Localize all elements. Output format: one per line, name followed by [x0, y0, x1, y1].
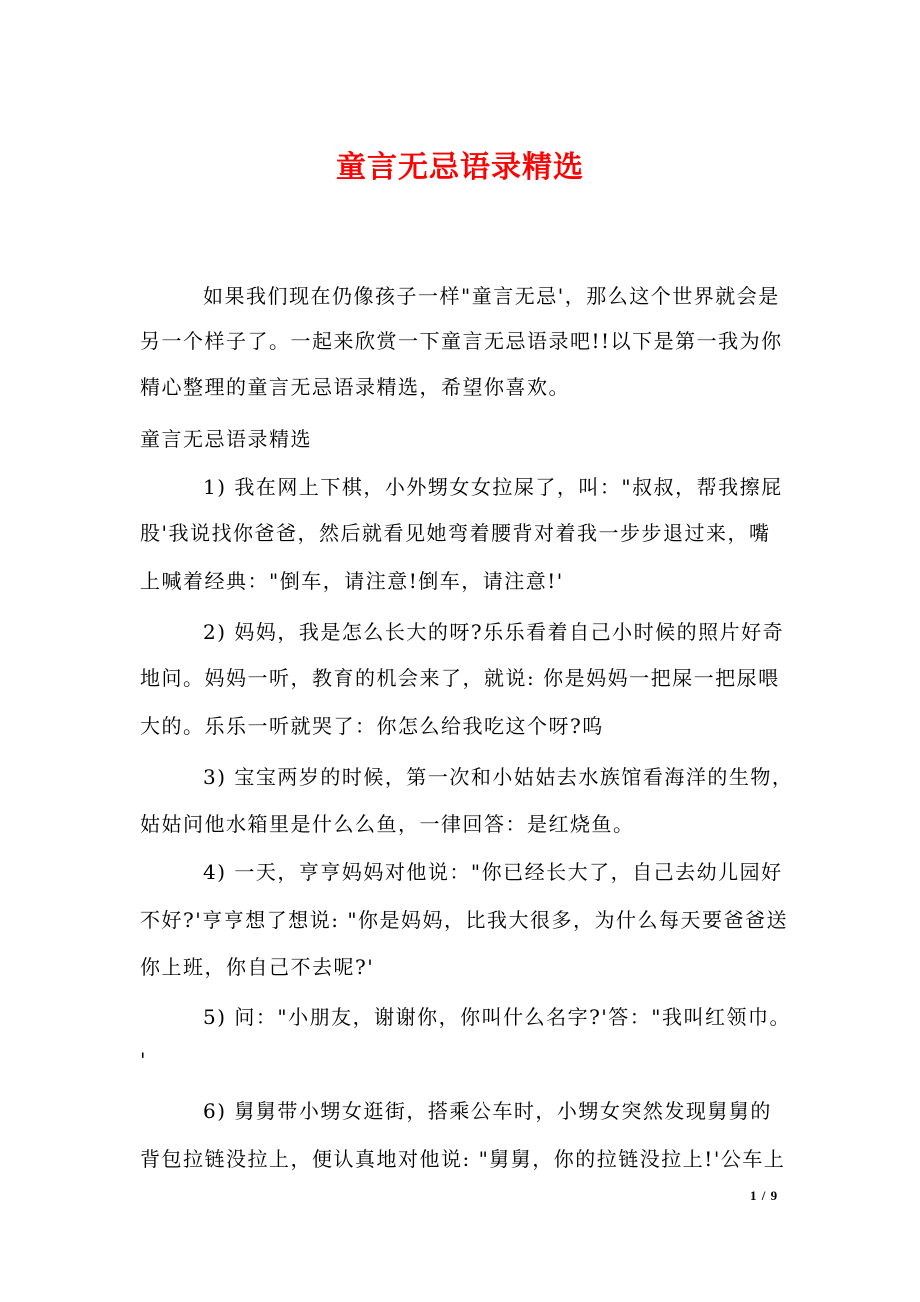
paragraph-line: 精心整理的童言无忌语录精选，希望你喜欢。: [140, 375, 570, 399]
paragraph-line: ': [140, 1048, 147, 1072]
paragraph-line: 大的。乐乐一听就哭了：你怎么给我吃这个呀?呜: [140, 714, 604, 738]
document-title: 童言无忌语录精选: [336, 150, 584, 185]
page-number: 1 / 9: [750, 1188, 779, 1203]
paragraph-line: 地问。妈妈一听，教育的机会来了，就说: 你是妈妈一把屎一把尿喂: [140, 666, 780, 690]
paragraph-line: 5) 问："小朋友，谢谢你，你叫什么名字?'答："我叫红领巾。: [203, 1005, 792, 1029]
paragraph-line: 如果我们现在仍像孩子一样"童言无忌'，那么这个世界就会是: [203, 284, 780, 308]
paragraph-line: 股'我说找你爸爸，然后就看见她弯着腰背对着我一步步退过来，嘴: [140, 521, 771, 545]
section-heading: 童言无忌语录精选: [140, 427, 312, 451]
paragraph-line: 3) 宝宝两岁的时候，第一次和小姑姑去水族馆看海洋的生物，: [203, 765, 794, 789]
paragraph-line: 6) 舅舅带小甥女逛街，搭乘公车时，小甥女突然发现舅舅的: [203, 1099, 772, 1123]
paragraph-line: 不好?'亨亨想了想说: "你是妈妈，比我大很多，为什么每天要爸爸送: [140, 908, 789, 932]
paragraph-line: 2) 妈妈，我是怎么长大的呀?乐乐看着自己小时候的照片好奇: [203, 620, 785, 644]
paragraph-line: 你上班，你自己不去呢?': [140, 955, 375, 979]
paragraph-line: 1) 我在网上下棋，小外甥女女拉屎了，叫："叔叔，帮我擦屁: [203, 475, 783, 499]
paragraph-line: 另一个样子了。一起来欣赏一下童言无忌语录吧!!以下是第一我为你: [140, 329, 783, 353]
paragraph-line: 姑姑问他水箱里是什么么鱼，一律回答：是红烧鱼。: [140, 812, 635, 836]
paragraph-line: 上喊着经典："倒车，请注意!倒车，请注意!': [140, 569, 564, 593]
paragraph-line: 背包拉链没拉上，便认真地对他说: "舅舅，你的拉链没拉上!'公车上: [140, 1147, 786, 1171]
paragraph-line: 4) 一天，亨亨妈妈对他说："你已经长大了，自己去幼儿园好: [203, 860, 783, 884]
